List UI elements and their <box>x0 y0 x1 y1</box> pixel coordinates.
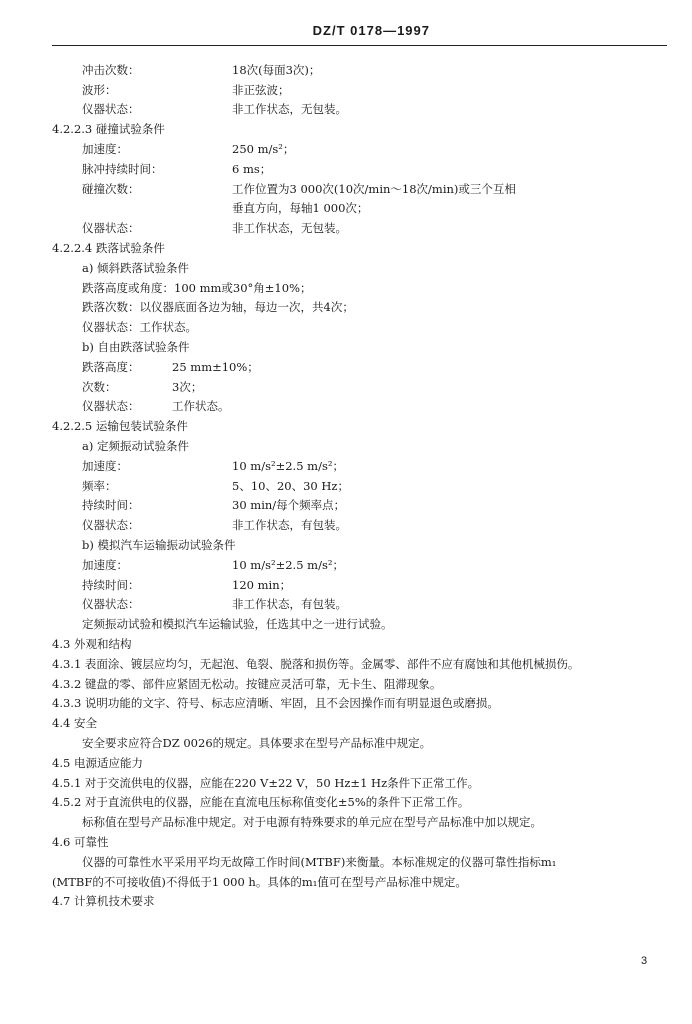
text-line <box>0 260 692 276</box>
line-text: 4.5.1 对于交流供电的仪器，应能在220 V±22 V，50 Hz±1 Hz条件下正常工作。 <box>52 776 480 790</box>
field-value: 工作状态。 <box>172 399 230 413</box>
text-line <box>0 398 692 414</box>
text-line <box>0 220 692 236</box>
line-text: 4.3.3 说明功能的文字、符号、标志应清晰、牢固，且不会因操作而有明显退色或磨损。 <box>52 696 499 710</box>
text-line <box>0 339 692 355</box>
text-line <box>0 359 692 375</box>
field-value: 非工作状态，无包装。 <box>232 102 347 116</box>
field-value: 25 mm±10%； <box>172 360 259 374</box>
field-value: 非工作状态，无包装。 <box>232 221 347 235</box>
field-value: 10 m/s²±2.5 m/s²； <box>232 558 344 572</box>
field-label: 碰撞次数： <box>82 182 140 196</box>
header-rule <box>52 45 667 46</box>
standard-code: DZ/T 0178—1997 <box>312 23 430 38</box>
line-text: 安全要求应符合DZ 0026的规定。具体要求在型号产品标准中规定。 <box>82 736 432 750</box>
text-line <box>0 874 692 890</box>
line-text: 4.3.2 键盘的零、部件应紧固无松动。按键应灵活可靠，无卡生、阻滞现象。 <box>52 677 442 691</box>
text-line <box>0 695 692 711</box>
line-text: 定频振动试验和模拟汽车运输试验，任选其中之一进行试验。 <box>82 617 393 631</box>
text-line <box>0 101 692 117</box>
text-line <box>0 161 692 177</box>
field-value: 工作位置为3 000次(10次/min～18次/min)或三个互相 <box>232 182 516 196</box>
field-value: 非工作状态，有包装。 <box>232 597 347 611</box>
field-label: 仪器状态： <box>82 102 140 116</box>
line-text: 仪器状态：工作状态。 <box>82 320 197 334</box>
field-value: 120 min； <box>232 578 292 592</box>
field-value: 非正弦波； <box>232 83 290 97</box>
line-text: 4.2.2.4 跌落试验条件 <box>52 241 165 255</box>
text-line <box>0 418 692 434</box>
field-label: 跌落高度： <box>82 360 140 374</box>
field-value: 垂直方向，每轴1 000次； <box>232 201 369 215</box>
line-text: 4.6 可靠性 <box>52 835 109 849</box>
text-line <box>0 794 692 810</box>
field-label: 持续时间： <box>82 578 140 592</box>
text-line <box>0 636 692 652</box>
field-label: 次数： <box>82 380 117 394</box>
text-line <box>0 240 692 256</box>
line-text: a) 定频振动试验条件 <box>82 439 189 453</box>
text-line <box>0 656 692 672</box>
field-label: 脉冲持续时间： <box>82 162 163 176</box>
text-line <box>0 379 692 395</box>
text-line <box>0 735 692 751</box>
field-label: 持续时间： <box>82 498 140 512</box>
field-label: 仪器状态： <box>82 221 140 235</box>
line-text: a) 倾斜跌落试验条件 <box>82 261 189 275</box>
field-label: 仪器状态： <box>82 518 140 532</box>
field-label: 加速度： <box>82 142 128 156</box>
field-label: 冲击次数： <box>82 63 140 77</box>
text-line <box>0 715 692 731</box>
field-label: 仪器状态： <box>82 399 140 413</box>
text-line <box>0 299 692 315</box>
line-text: (MTBF的不可接收值)不得低于1 000 h。具体的m₁值可在型号产品标准中规定。 <box>52 875 467 889</box>
text-line <box>0 280 692 296</box>
field-value: 6 ms； <box>232 162 272 176</box>
text-line <box>0 577 692 593</box>
line-text: 仪器的可靠性水平采用平均无故障工作时间(MTBF)来衡量。本标准规定的仪器可靠性指标m₁ <box>82 855 557 869</box>
text-line <box>0 478 692 494</box>
text-line <box>0 755 692 771</box>
text-line <box>0 616 692 632</box>
field-value: 10 m/s²±2.5 m/s²； <box>232 459 344 473</box>
text-line <box>0 834 692 850</box>
text-line <box>0 82 692 98</box>
line-text: 4.3.1 表面涂、镀层应均匀，无起泡、龟裂、脱落和损伤等。金属零、部件不应有腐蚀和其他机械损伤。 <box>52 657 580 671</box>
field-value: 5、10、20、30 Hz； <box>232 479 349 493</box>
line-text: 跌落次数：以仪器底面各边为轴，每边一次，共4次； <box>82 300 354 314</box>
page-header <box>0 0 692 46</box>
line-text: 4.2.2.3 碰撞试验条件 <box>52 122 165 136</box>
line-text: 跌落高度或角度：100 mm或30°角±10%； <box>82 281 312 295</box>
field-value: 非工作状态，有包装。 <box>232 518 347 532</box>
text-line <box>0 517 692 533</box>
field-value: 18次(每面3次)； <box>232 63 321 77</box>
line-text: 4.2.2.5 运输包装试验条件 <box>52 419 188 433</box>
line-text: b) 模拟汽车运输振动试验条件 <box>82 538 236 552</box>
line-text: b) 自由跌落试验条件 <box>82 340 190 354</box>
text-line <box>0 676 692 692</box>
text-line <box>0 319 692 335</box>
field-value: 3次； <box>172 380 203 394</box>
field-label: 仪器状态： <box>82 597 140 611</box>
text-line <box>0 596 692 612</box>
text-line <box>0 458 692 474</box>
text-line <box>0 537 692 553</box>
text-line <box>0 814 692 830</box>
text-line <box>0 62 692 78</box>
line-text: 4.4 安全 <box>52 716 97 730</box>
field-label: 频率： <box>82 479 117 493</box>
page-number: 3 <box>641 955 648 967</box>
text-line <box>0 557 692 573</box>
line-text: 4.5 电源适应能力 <box>52 756 143 770</box>
text-line <box>0 893 692 909</box>
text-line <box>0 854 692 870</box>
text-line <box>0 181 692 197</box>
text-line <box>0 141 692 157</box>
line-text: 4.3 外观和结构 <box>52 637 132 651</box>
text-line <box>0 438 692 454</box>
field-value: 30 min/每个频率点； <box>232 498 346 512</box>
line-text: 4.5.2 对于直流供电的仪器，应能在直流电压标称值变化±5%的条件下正常工作。 <box>52 795 470 809</box>
line-text: 4.7 计算机技术要求 <box>52 894 155 908</box>
field-label: 波形： <box>82 83 117 97</box>
text-line <box>0 121 692 137</box>
field-value: 250 m/s²； <box>232 142 295 156</box>
text-line <box>0 200 692 216</box>
field-label: 加速度： <box>82 459 128 473</box>
line-text: 标称值在型号产品标准中规定。对于电源有特殊要求的单元应在型号产品标准中加以规定。 <box>82 815 542 829</box>
text-line <box>0 497 692 513</box>
text-line <box>0 775 692 791</box>
field-label: 加速度： <box>82 558 128 572</box>
